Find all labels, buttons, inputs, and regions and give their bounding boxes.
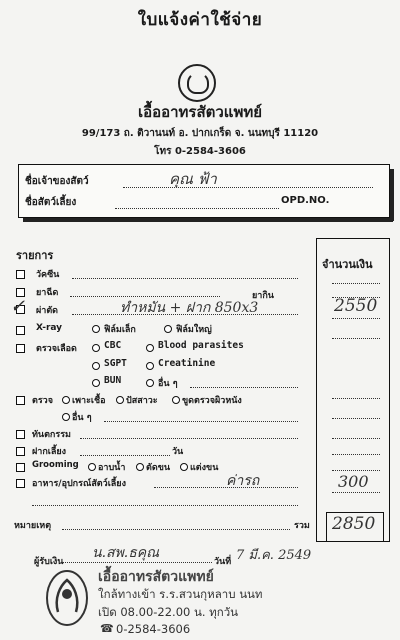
exam-checkbox[interactable]: [16, 396, 25, 405]
medicine-label: ยากิน: [252, 291, 274, 301]
boarding-line: [80, 455, 170, 456]
footer-location: ใกล้ทางเข้า ร.ร.สวนกุหลาบ นนท: [98, 587, 263, 601]
amount-line: [332, 338, 380, 339]
blood-label: ตรวจเลือด: [36, 344, 77, 354]
blood-other-label: อื่น ๆ: [158, 379, 178, 389]
bun-radio[interactable]: [92, 379, 100, 387]
total-label: รวม: [294, 521, 310, 531]
grooming-checkbox[interactable]: [16, 463, 25, 472]
dental-label: ทันตกรรม: [32, 430, 71, 440]
amount-line: [332, 283, 380, 284]
exam-other-radio[interactable]: [62, 413, 70, 421]
date-label: วันที่: [214, 557, 232, 567]
footer-hours: เปิด 08.00-22.00 น. ทุกวัน: [98, 605, 239, 619]
xray-small-label: ฟิล์มเล็ก: [104, 325, 136, 335]
vaccine-checkbox[interactable]: [16, 270, 25, 279]
amount-line: [332, 438, 380, 439]
amount-line: [332, 492, 380, 493]
creatinine-radio[interactable]: [146, 362, 154, 370]
owner-label: ชื่อเจ้าของสัตว์: [25, 176, 89, 187]
boarding-unit-label: วัน: [172, 447, 184, 457]
blood-checkbox[interactable]: [16, 344, 25, 353]
amount-line: [332, 398, 380, 399]
bath-radio[interactable]: [88, 463, 96, 471]
blood-parasites-radio[interactable]: [146, 344, 154, 352]
owner-line: [123, 187, 373, 188]
skin-radio[interactable]: [172, 396, 180, 404]
style-radio[interactable]: [180, 463, 188, 471]
amount-line: [332, 454, 380, 455]
date-value: 7 มี.ค. 2549: [236, 548, 312, 563]
remarks-line: [62, 529, 290, 530]
sgpt-radio[interactable]: [92, 362, 100, 370]
clinic-name: เอื้ออาทรสัตวแพทย์: [137, 103, 263, 121]
phone-icon: ☎: [100, 622, 114, 635]
footer-phone: 0-2584-3606: [116, 622, 191, 636]
dental-checkbox[interactable]: [16, 430, 25, 439]
owner-value: คุณ ฟ้า: [169, 170, 217, 188]
vaccine-label: วัคซีน: [36, 270, 60, 280]
total-amount: 2850: [332, 514, 376, 534]
pet-label: ชื่อสัตว์เลี้ยง: [25, 197, 77, 208]
urine-label: ปัสสาวะ: [126, 396, 158, 406]
exam-other-label: อื่น ๆ: [72, 413, 92, 423]
xray-small-radio[interactable]: [92, 325, 100, 333]
items-header: รายการ: [16, 249, 54, 262]
style-label: แต่งขน: [190, 463, 219, 473]
vet-stamp-logo-icon: [44, 568, 90, 628]
injection-label: ยาฉีด: [36, 288, 59, 298]
skin-label: ขูดตรวจผิวหนัง: [182, 396, 242, 406]
clinic-logo-icon: [178, 64, 216, 102]
urine-radio[interactable]: [116, 396, 124, 404]
grooming-label: Grooming: [32, 460, 79, 470]
xray-large-radio[interactable]: [164, 325, 172, 333]
clinic-address: 99/173 ถ. ติวานนท์ อ. ปากเกร็ด จ. นนทบุรี 11120: [81, 128, 319, 139]
cut-radio[interactable]: [136, 463, 144, 471]
bun-label: BUN: [104, 375, 122, 386]
amount-line: [332, 418, 380, 419]
check-mark-icon: ✓: [10, 296, 26, 317]
cbc-radio[interactable]: [92, 344, 100, 352]
creatinine-label: Creatinine: [158, 358, 216, 369]
surgery-amount: 2550: [334, 296, 378, 316]
food-note: ค่ารถ: [226, 473, 260, 489]
food-checkbox[interactable]: [16, 479, 25, 488]
footer-clinic-name: เอื้ออาทรสัตวแพทย์: [98, 569, 214, 585]
owner-info-box: [18, 164, 390, 218]
cut-label: ตัดขน: [146, 463, 170, 473]
surgery-label: ผ่าตัด: [36, 306, 59, 316]
xray-label: X-ray: [36, 323, 63, 333]
sgpt-label: SGPT: [104, 358, 127, 369]
culture-radio[interactable]: [62, 396, 70, 404]
remarks-label: หมายเหตุ: [14, 521, 52, 531]
received-by-label: ผู้รับเงิน: [34, 557, 64, 567]
document-title: ใบแจ้งค่าใช้จ่าย: [137, 10, 263, 30]
vaccine-line: [72, 278, 298, 279]
blood-parasites-label: Blood parasites: [158, 340, 244, 351]
opd-label: OPD.NO.: [281, 195, 330, 206]
amount-line: [332, 318, 380, 319]
clinic-phone: โทร 0-2584-3606: [154, 146, 246, 157]
amount-line: [332, 470, 380, 471]
exam-label: ตรวจ: [32, 396, 54, 406]
boarding-checkbox[interactable]: [16, 447, 25, 456]
xray-large-label: ฟิล์มใหญ่: [176, 325, 212, 335]
surgery-note: ทำหมัน + ฝาก 850x3: [120, 300, 259, 316]
received-by-value: น.สพ.ธคุณ: [92, 545, 160, 561]
extra-line: [32, 505, 298, 506]
food-amount: 300: [338, 472, 369, 491]
pet-line: [115, 208, 279, 209]
blood-other-radio[interactable]: [146, 379, 154, 387]
dental-line: [80, 438, 298, 439]
boarding-label: ฝากเลี้ยง: [32, 447, 67, 457]
blood-other-line: [190, 387, 298, 388]
amount-header: จำนวนเงิน: [322, 258, 373, 271]
cbc-label: CBC: [104, 340, 122, 351]
exam-other-line: [104, 421, 298, 422]
xray-checkbox[interactable]: [16, 326, 25, 335]
culture-label: เพาะเชื้อ: [72, 396, 106, 406]
bath-label: อาบน้ำ: [98, 463, 126, 473]
food-label: อาหาร/อุปกรณ์สัตว์เลี้ยง: [32, 479, 126, 489]
